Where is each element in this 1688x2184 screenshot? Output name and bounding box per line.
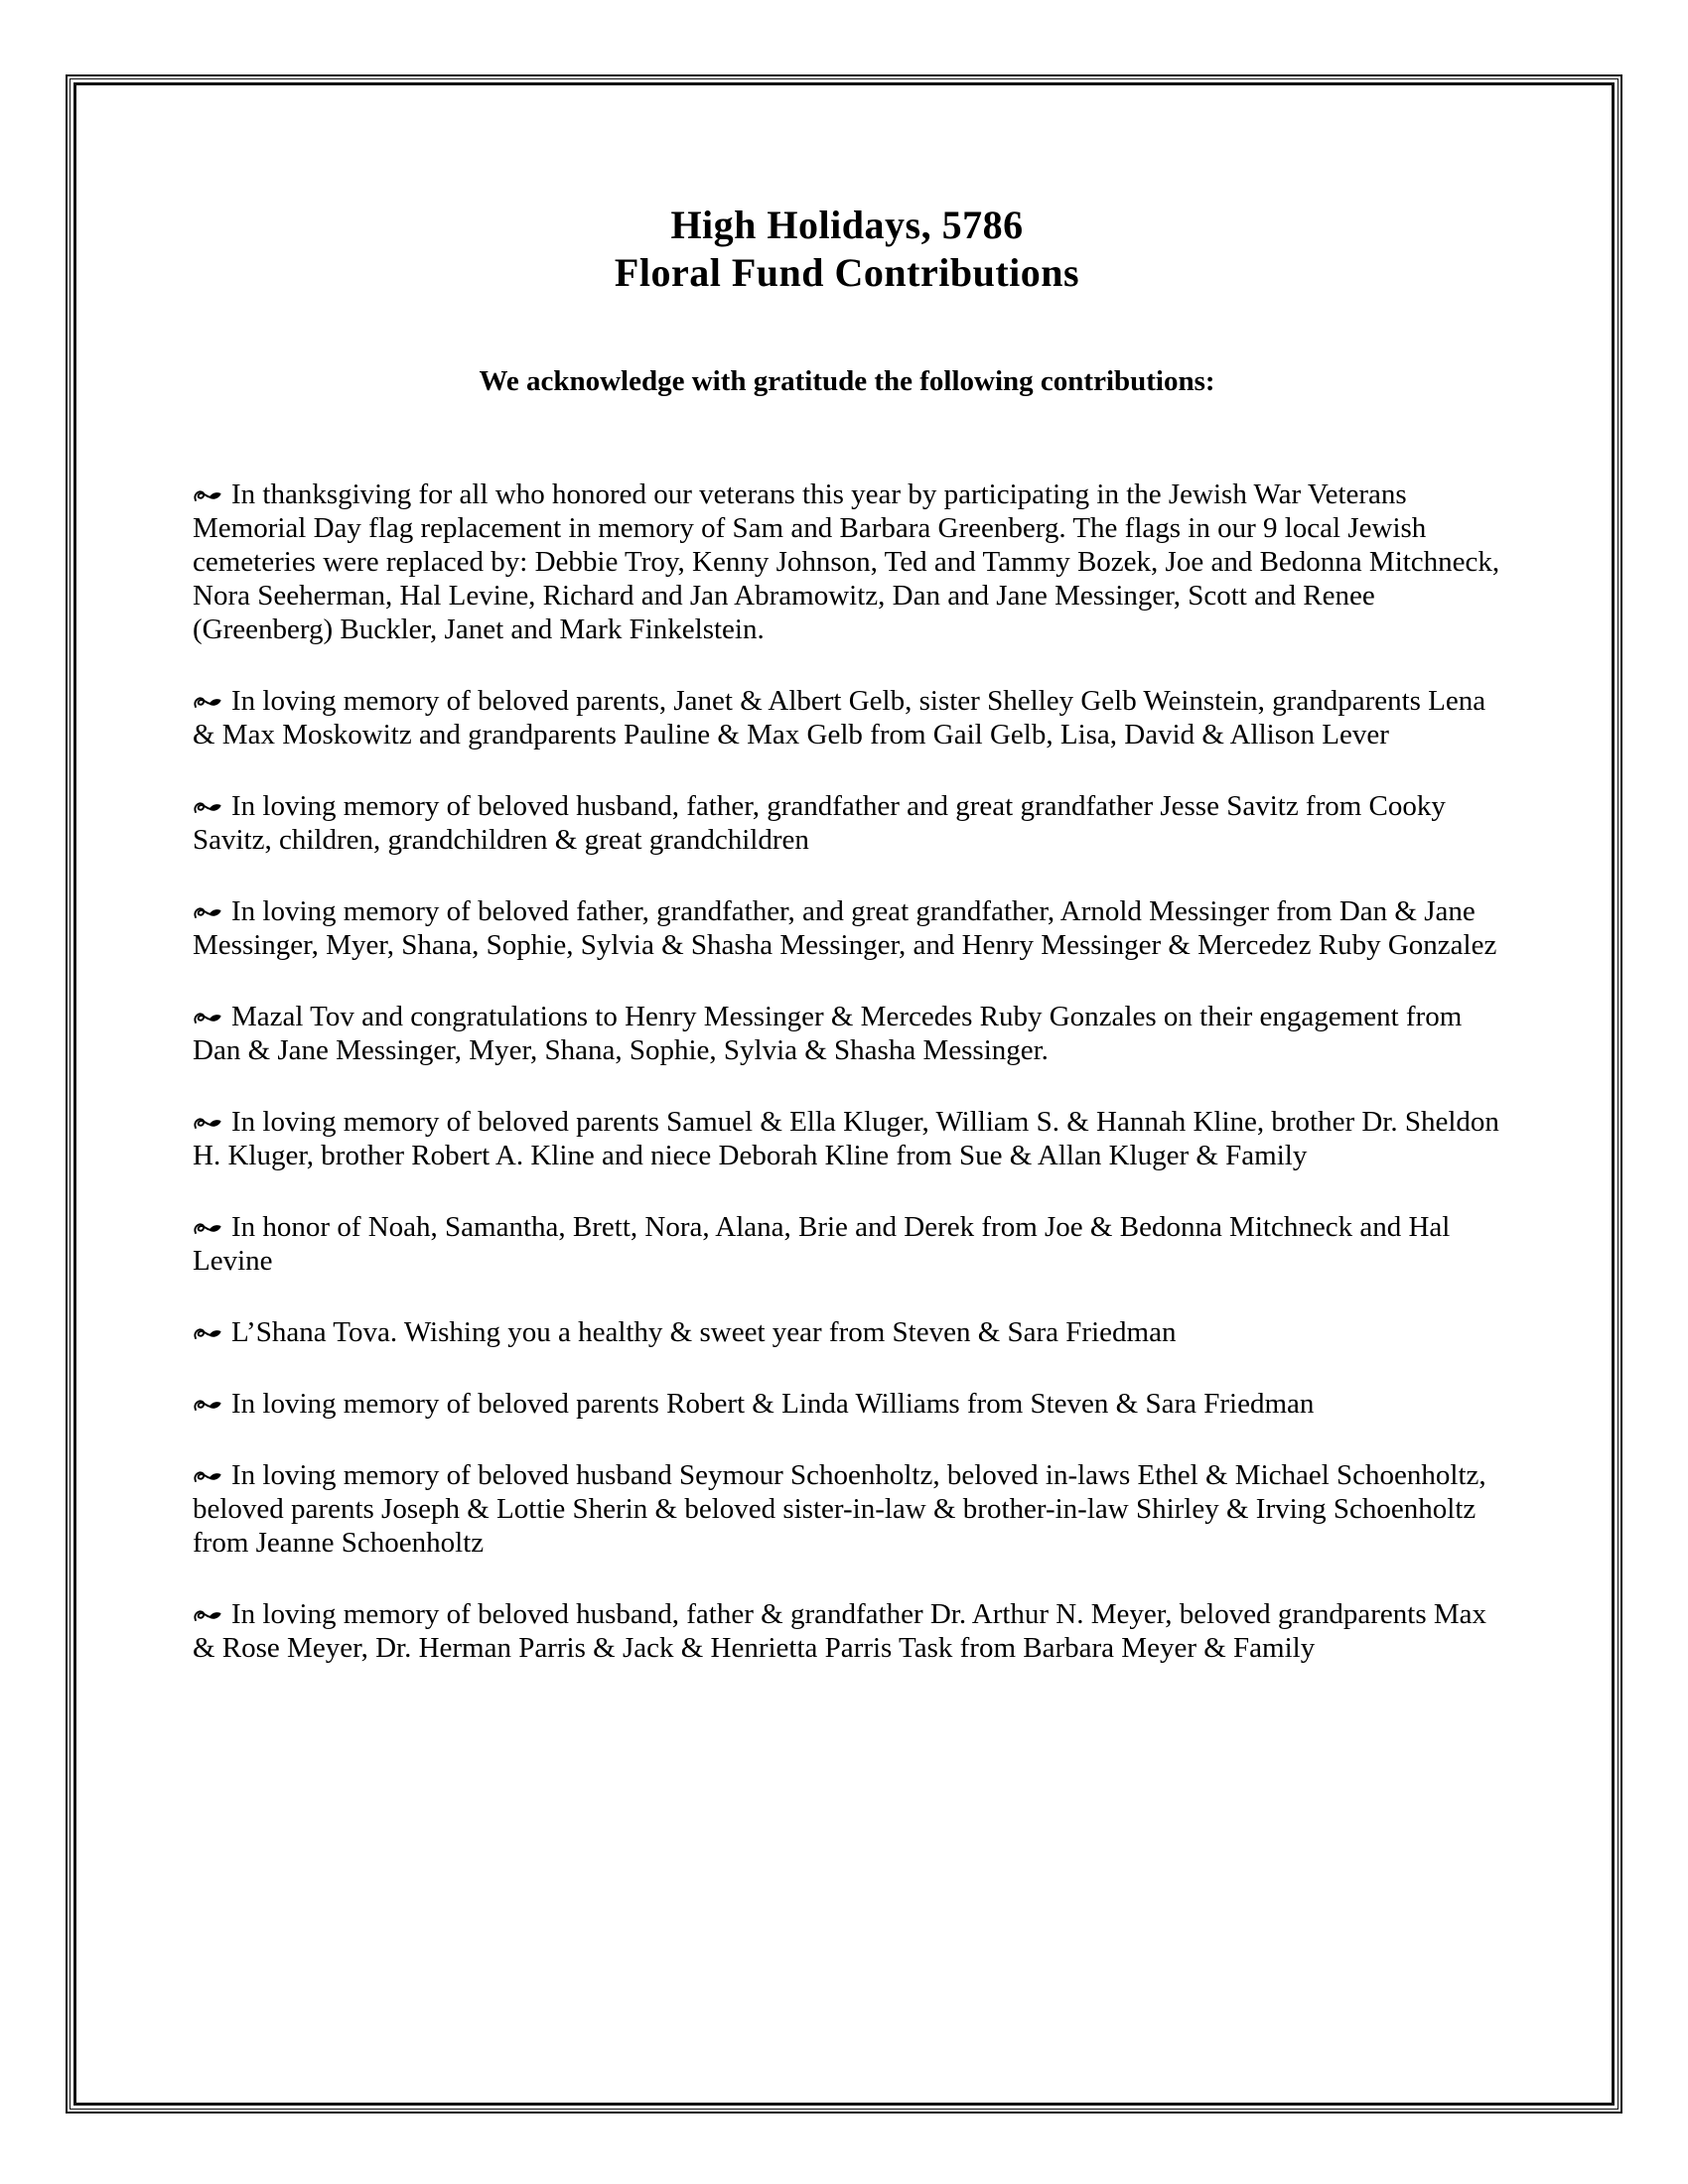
title-line-1: High Holidays, 5786: [670, 203, 1024, 247]
leaf-ornament-icon: [193, 894, 222, 928]
contributions-list: [193, 478, 1501, 1665]
contribution-text: In loving memory of beloved husband, father & grandfather Dr. Arthur N. Meyer, beloved grandparents Max & Rose Meyer, Dr. Herman Parris & Jack & Henrietta Parris Task from Barbara Meyer & Family: [193, 1598, 1487, 1664]
leaf-ornament-icon: [193, 1105, 222, 1139]
leaf-ornament-icon: [193, 789, 222, 823]
contribution-text: Mazal Tov and congratulations to Henry Messinger & Mercedes Ruby Gonzales on their engagement from Dan & Jane Messinger, Myer, Shana, Sophie, Sylvia & Shasha Messinger.: [193, 1001, 1463, 1066]
contribution-entry: [193, 789, 1501, 857]
contribution-entry: [193, 1105, 1501, 1172]
contribution-entry: [193, 1387, 1501, 1421]
leaf-ornament-icon: [193, 1458, 222, 1492]
contribution-entry: [193, 1597, 1501, 1665]
acknowledgement-subtitle: We acknowledge with gratitude the following contributions:: [479, 365, 1215, 397]
leaf-ornament-icon: [193, 1387, 222, 1421]
leaf-ornament-icon: [193, 1315, 222, 1349]
leaf-ornament-icon: [193, 1210, 222, 1244]
contribution-text: In loving memory of beloved father, grandfather, and great grandfather, Arnold Messinger from Dan & Jane Messinger, Myer, Shana, Sophie, Sylvia & Shasha Messinger, and Henry Messinger & Mercedez Ruby Gonzalez: [193, 895, 1497, 961]
leaf-ornament-icon: [193, 478, 222, 511]
leaf-ornament-icon: [193, 1597, 222, 1631]
contribution-entry: [193, 684, 1501, 751]
contribution-text: In loving memory of beloved husband Seymour Schoenholtz, beloved in-laws Ethel & Michael Schoenholtz, beloved parents Joseph & Lottie Sherin & beloved sister-in-law & brother-in-law Shirley & Irving Schoenholtz from Jeanne Schoenholtz: [193, 1459, 1486, 1559]
page-title: [193, 202, 1501, 297]
title-line-2: Floral Fund Contributions: [614, 250, 1080, 295]
contribution-entry: [193, 1315, 1501, 1349]
contribution-entry: [193, 1210, 1501, 1278]
contribution-text: In thanksgiving for all who honored our veterans this year by participating in the Jewish War Veterans Memorial Day flag replacement in memory of Sam and Barbara Greenberg. The flags in our 9 local Jewish cemeteries were replaced by: Debbie Troy, Kenny Johnson, Ted and Tammy Bozek, Joe and Bedonna Mitchneck, Nora Seeherman, Hal Levine, Richard and Jan Abramowitz, Dan and Jane Messinger, Scott and Renee (Greenberg) Buckler, Janet and Mark Finkelstein.: [193, 478, 1500, 645]
leaf-ornament-icon: [193, 1000, 222, 1033]
contribution-text: In honor of Noah, Samantha, Brett, Nora, Alana, Brie and Derek from Joe & Bedonna Mitchneck and Hal Levine: [193, 1211, 1451, 1277]
page-content: [75, 84, 1613, 2104]
contribution-entry: [193, 1000, 1501, 1067]
contribution-text: L’Shana Tova. Wishing you a healthy & sweet year from Steven & Sara Friedman: [231, 1316, 1177, 1348]
contribution-entry: [193, 478, 1501, 646]
contribution-entry: [193, 1458, 1501, 1560]
contribution-text: In loving memory of beloved parents, Janet & Albert Gelb, sister Shelley Gelb Weinstein, grandparents Lena & Max Moskowitz and grandparents Pauline & Max Gelb from Gail Gelb, Lisa, David & Allison Lever: [193, 685, 1486, 751]
contribution-text: In loving memory of beloved parents Samuel & Ella Kluger, William S. & Hannah Kline, brother Dr. Sheldon H. Kluger, brother Robert A. Kline and niece Deborah Kline from Sue & Allan Kluger & Family: [193, 1106, 1499, 1171]
leaf-ornament-icon: [193, 684, 222, 718]
contribution-text: In loving memory of beloved husband, father, grandfather and great grandfather Jesse Savitz from Cooky Savitz, children, grandchildren & great grandchildren: [193, 790, 1446, 856]
contribution-entry: [193, 894, 1501, 962]
contribution-text: In loving memory of beloved parents Robert & Linda Williams from Steven & Sara Friedman: [231, 1388, 1315, 1420]
